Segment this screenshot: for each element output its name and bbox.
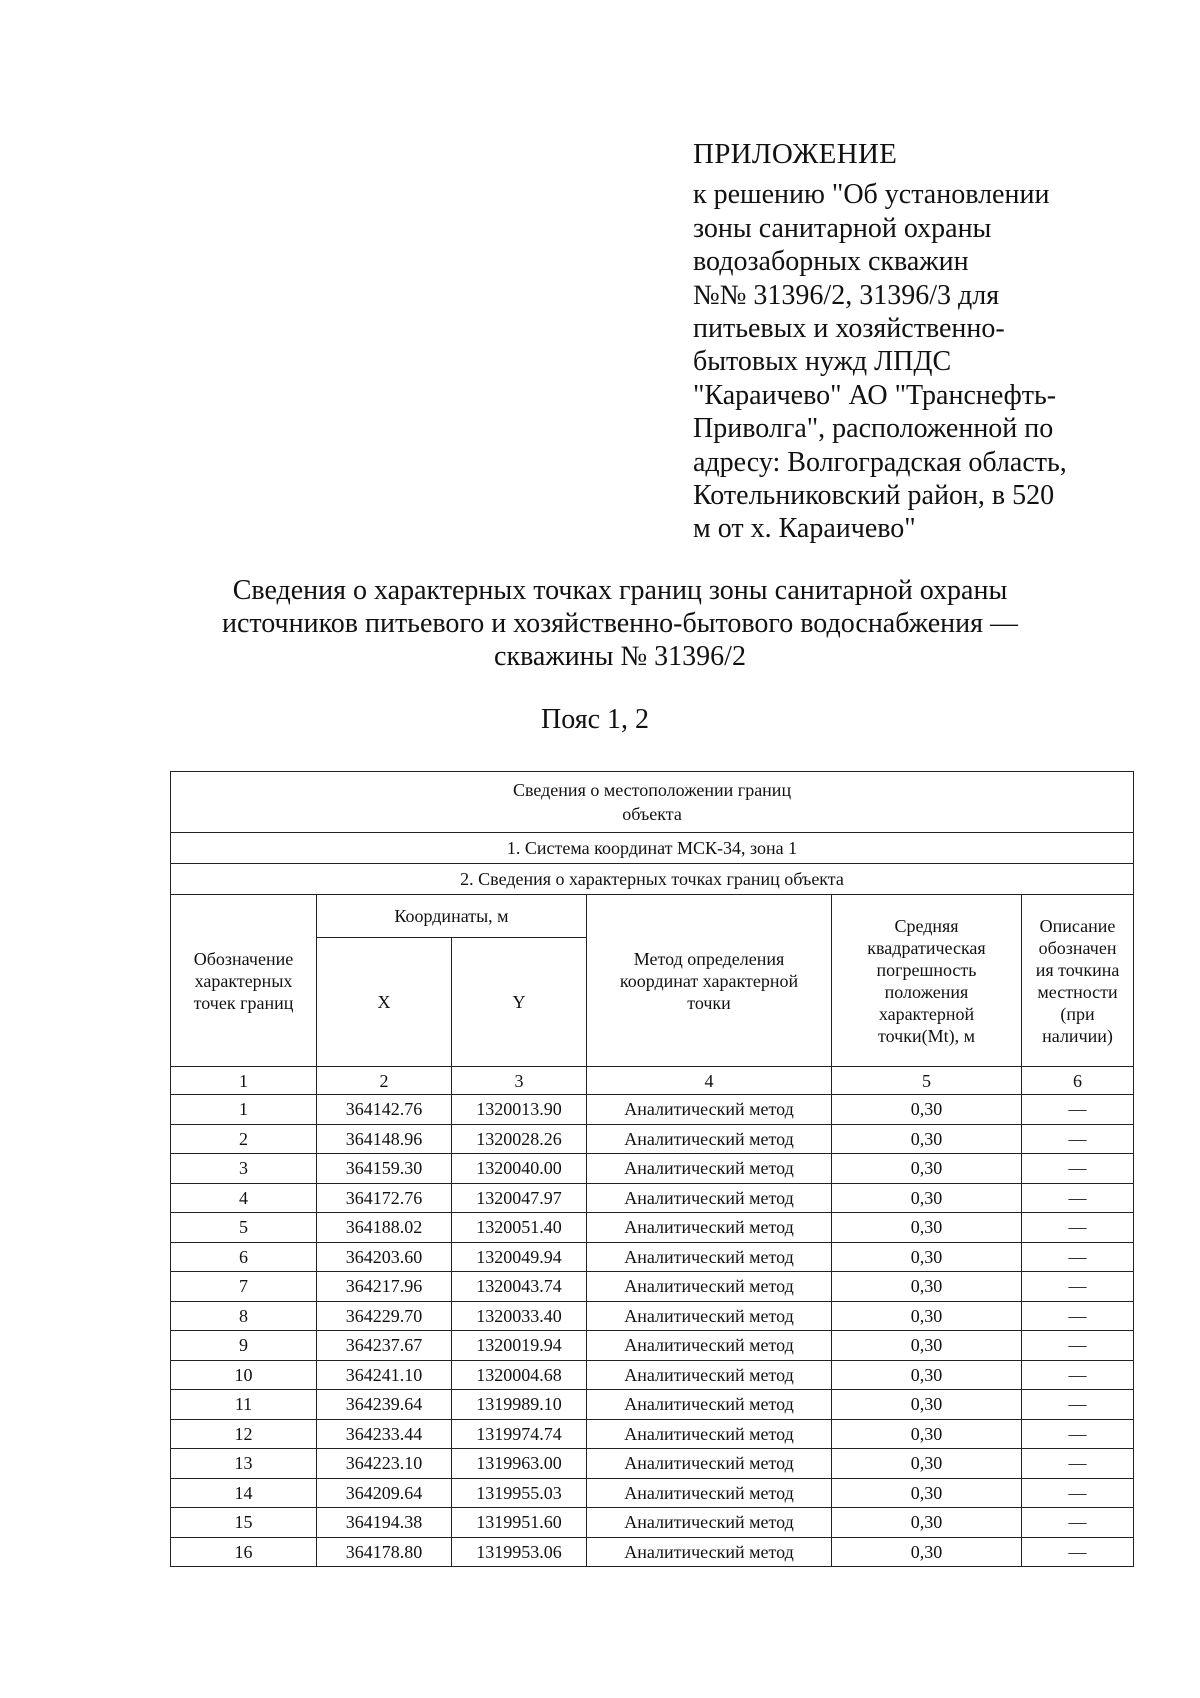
col-desc-line: обозначен: [1038, 937, 1117, 958]
description: —: [1022, 1301, 1134, 1331]
table-header-columns: [171, 895, 1134, 938]
col-desc-line: Описание: [1039, 915, 1116, 936]
points-header: 2. Сведения о характерных точках границ объекта: [171, 864, 1134, 895]
table-row: [171, 1301, 1134, 1331]
coord-y: 1319974.74: [452, 1419, 587, 1449]
coord-x: 364223.10: [317, 1449, 452, 1479]
table-row: [171, 1183, 1134, 1213]
description: —: [1022, 1183, 1134, 1213]
table-row: [171, 1360, 1134, 1390]
col-method-line: Метод определения: [633, 948, 785, 969]
col-designation-header: [171, 895, 317, 1067]
error-value: 0,30: [832, 1301, 1022, 1331]
table-row: [171, 1419, 1134, 1449]
point-number: 3: [171, 1154, 317, 1184]
point-number: 16: [171, 1537, 317, 1567]
col-designation-line: характерных: [194, 970, 293, 991]
appendix-title: ПРИЛОЖЕНИЕ: [693, 138, 898, 170]
method: Аналитический метод: [587, 1390, 832, 1420]
coord-x: 364209.64: [317, 1478, 452, 1508]
error-value: 0,30: [832, 1508, 1022, 1538]
description: —: [1022, 1537, 1134, 1567]
description: —: [1022, 1124, 1134, 1154]
method: Аналитический метод: [587, 1478, 832, 1508]
col-error-line: квадратическая: [867, 937, 986, 958]
coord-x: 364178.80: [317, 1537, 452, 1567]
description: —: [1022, 1331, 1134, 1361]
point-number: 14: [171, 1478, 317, 1508]
table-row: [171, 1508, 1134, 1538]
description: —: [1022, 1360, 1134, 1390]
method: Аналитический метод: [587, 1449, 832, 1479]
coord-y: 1320033.40: [452, 1301, 587, 1331]
coord-y: 1319951.60: [452, 1508, 587, 1538]
coord-x: 364148.96: [317, 1124, 452, 1154]
point-number: 12: [171, 1419, 317, 1449]
table-row: [171, 1331, 1134, 1361]
coord-y: 1320043.74: [452, 1272, 587, 1302]
coord-y: 1320019.94: [452, 1331, 587, 1361]
header-location-line1: Сведения о местоположении границ: [513, 780, 792, 800]
appendix-line: питьевых и хозяйственно-: [693, 313, 1005, 345]
table-row: [171, 1124, 1134, 1154]
table-row: [171, 1095, 1134, 1125]
description: —: [1022, 1419, 1134, 1449]
column-number: 3: [452, 1067, 587, 1095]
table-header-points: [171, 864, 1134, 895]
error-value: 0,30: [832, 1390, 1022, 1420]
error-value: 0,30: [832, 1242, 1022, 1272]
error-value: 0,30: [832, 1213, 1022, 1243]
column-number: 5: [832, 1067, 1022, 1095]
method: Аналитический метод: [587, 1360, 832, 1390]
appendix-line: Приволга", расположенной по: [693, 413, 1054, 445]
method: Аналитический метод: [587, 1124, 832, 1154]
appendix-line: м от х. Караичево": [693, 513, 916, 545]
error-value: 0,30: [832, 1154, 1022, 1184]
error-value: 0,30: [832, 1272, 1022, 1302]
description: —: [1022, 1272, 1134, 1302]
coord-y: 1320028.26: [452, 1124, 587, 1154]
column-number: 2: [317, 1067, 452, 1095]
col-desc-line: местности: [1037, 981, 1118, 1002]
appendix-line: бытовых нужд ЛПДС: [693, 346, 952, 378]
coord-y: 1319963.00: [452, 1449, 587, 1479]
appendix-line: адресу: Волгоградская область,: [693, 446, 1067, 478]
col-error-line: положения: [884, 981, 969, 1002]
coord-y: 1320040.00: [452, 1154, 587, 1184]
point-number: 8: [171, 1301, 317, 1331]
col-method-line: точки: [687, 992, 731, 1013]
point-number: 1: [171, 1095, 317, 1125]
coord-y: 1320013.90: [452, 1095, 587, 1125]
coord-y: 1320051.40: [452, 1213, 587, 1243]
col-designation-line: Обозначение: [193, 948, 294, 969]
col-method-header: [587, 895, 832, 1067]
coord-x: 364241.10: [317, 1360, 452, 1390]
table-row: [171, 1213, 1134, 1243]
col-designation-line: точек границ: [193, 992, 294, 1013]
method: Аналитический метод: [587, 1213, 832, 1243]
point-number: 4: [171, 1183, 317, 1213]
point-number: 9: [171, 1331, 317, 1361]
col-error-header: [832, 895, 1022, 1067]
col-desc-line: ия точкина: [1035, 959, 1120, 980]
coord-x: 364233.44: [317, 1419, 452, 1449]
point-number: 10: [171, 1360, 317, 1390]
error-value: 0,30: [832, 1183, 1022, 1213]
col-desc-line: (при: [1060, 1003, 1095, 1024]
point-number: 11: [171, 1390, 317, 1420]
coord-x: 364239.64: [317, 1390, 452, 1420]
table-header-location: [171, 772, 1134, 833]
header-location-line2: объекта: [622, 804, 682, 824]
document-title: [180, 574, 1060, 673]
appendix-line: водозаборных скважин: [693, 246, 969, 278]
col-error-line: погрешность: [876, 959, 977, 980]
point-number: 2: [171, 1124, 317, 1154]
method: Аналитический метод: [587, 1154, 832, 1184]
description: —: [1022, 1449, 1134, 1479]
belt-label: Пояс 1, 2: [541, 704, 649, 735]
method: Аналитический метод: [587, 1331, 832, 1361]
table-header-system: [171, 833, 1134, 864]
appendix-text: [693, 178, 1093, 545]
description: —: [1022, 1242, 1134, 1272]
table-row: [171, 1390, 1134, 1420]
point-number: 7: [171, 1272, 317, 1302]
error-value: 0,30: [832, 1331, 1022, 1361]
column-number: 1: [171, 1067, 317, 1095]
point-number: 5: [171, 1213, 317, 1243]
error-value: 0,30: [832, 1095, 1022, 1125]
table-row: [171, 1154, 1134, 1184]
col-y-header: Y: [452, 938, 587, 1067]
title-line: скважины № 31396/2: [494, 641, 746, 672]
col-desc-header: [1022, 895, 1134, 1067]
error-value: 0,30: [832, 1478, 1022, 1508]
title-line: источников питьевого и хозяйственно-бытового водоснабжения —: [221, 608, 1019, 639]
coord-x: 364159.30: [317, 1154, 452, 1184]
point-number: 13: [171, 1449, 317, 1479]
col-x-header: X: [317, 938, 452, 1067]
coord-y: 1320049.94: [452, 1242, 587, 1272]
coord-x: 364229.70: [317, 1301, 452, 1331]
col-method-line: координат характерной: [619, 970, 799, 991]
appendix-line: к решению "Об установлении: [693, 179, 1050, 211]
col-coords-header: Координаты, м: [317, 895, 587, 938]
description: —: [1022, 1390, 1134, 1420]
title-line: Сведения о характерных точках границ зоны санитарной охраны: [232, 575, 1008, 606]
appendix-block: [693, 138, 1093, 546]
table-row: [171, 1242, 1134, 1272]
description: —: [1022, 1154, 1134, 1184]
column-number: 4: [587, 1067, 832, 1095]
coord-x: 364217.96: [317, 1272, 452, 1302]
method: Аналитический метод: [587, 1301, 832, 1331]
col-error-line: Средняя: [894, 915, 959, 936]
error-value: 0,30: [832, 1449, 1022, 1479]
coord-x: 364172.76: [317, 1183, 452, 1213]
method: Аналитический метод: [587, 1419, 832, 1449]
col-error-line: точки(Mt), м: [878, 1025, 975, 1046]
appendix-line: Котельниковский район, в 520: [693, 480, 1055, 512]
error-value: 0,30: [832, 1537, 1022, 1567]
coord-x: 364142.76: [317, 1095, 452, 1125]
coord-x: 364188.02: [317, 1213, 452, 1243]
appendix-line: зоны санитарной охраны: [693, 212, 992, 244]
col-desc-line: наличии): [1042, 1025, 1113, 1046]
point-number: 6: [171, 1242, 317, 1272]
coord-x: 364237.67: [317, 1331, 452, 1361]
description: —: [1022, 1095, 1134, 1125]
column-number: 6: [1022, 1067, 1134, 1095]
method: Аналитический метод: [587, 1272, 832, 1302]
appendix-line: №№ 31396/2, 31396/3 для: [693, 279, 1000, 311]
table-row: [171, 1537, 1134, 1567]
coord-x: 364203.60: [317, 1242, 452, 1272]
coordinates-table: [170, 771, 1134, 1567]
coord-y: 1320004.68: [452, 1360, 587, 1390]
coordinate-system: 1. Система координат МСК-34, зона 1: [171, 833, 1134, 864]
point-number: 15: [171, 1508, 317, 1538]
column-numbers-row: [171, 1067, 1134, 1095]
coord-y: 1319989.10: [452, 1390, 587, 1420]
description: —: [1022, 1213, 1134, 1243]
table-row: [171, 1478, 1134, 1508]
description: —: [1022, 1478, 1134, 1508]
method: Аналитический метод: [587, 1537, 832, 1567]
coord-y: 1320047.97: [452, 1183, 587, 1213]
col-error-line: характерной: [878, 1003, 975, 1024]
error-value: 0,30: [832, 1124, 1022, 1154]
method: Аналитический метод: [587, 1183, 832, 1213]
method: Аналитический метод: [587, 1242, 832, 1272]
coord-y: 1319953.06: [452, 1537, 587, 1567]
coord-y: 1319955.03: [452, 1478, 587, 1508]
method: Аналитический метод: [587, 1095, 832, 1125]
error-value: 0,30: [832, 1360, 1022, 1390]
table-row: [171, 1449, 1134, 1479]
table-row: [171, 1272, 1134, 1302]
error-value: 0,30: [832, 1419, 1022, 1449]
appendix-line: "Караичево" АО "Транснефть-: [693, 379, 1057, 411]
method: Аналитический метод: [587, 1508, 832, 1538]
coord-x: 364194.38: [317, 1508, 452, 1538]
description: —: [1022, 1508, 1134, 1538]
